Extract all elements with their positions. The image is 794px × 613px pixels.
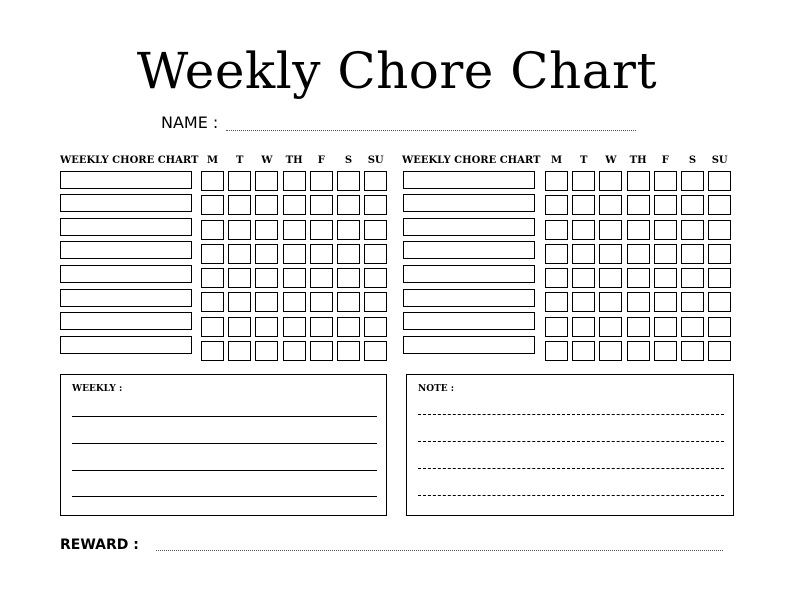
day-checkbox-left[interactable] [337,268,360,288]
day-header-right: S [688,155,697,166]
day-checkbox-left[interactable] [283,341,306,361]
note-line[interactable] [418,495,724,496]
weekly-line[interactable] [72,470,377,471]
note-line[interactable] [418,414,724,415]
day-checkbox-left[interactable] [255,317,278,337]
reward-label: REWARD : [60,537,139,553]
chore-input-right[interactable] [403,336,535,354]
day-checkbox-left[interactable] [255,195,278,215]
day-checkbox-left[interactable] [228,195,251,215]
day-checkbox-left[interactable] [364,195,387,215]
day-checkbox-left[interactable] [364,268,387,288]
day-checkbox-right[interactable] [708,317,731,337]
day-checkbox-right[interactable] [708,268,731,288]
day-header-left: SU [367,155,384,166]
day-checkbox-right[interactable] [654,195,677,215]
weekly-line[interactable] [72,496,377,497]
chore-input-left[interactable] [60,265,192,283]
day-header-right: W [605,155,617,166]
day-checkbox-left[interactable] [255,341,278,361]
day-checkbox-right[interactable] [599,195,622,215]
note-line[interactable] [418,468,724,469]
day-checkbox-left[interactable] [228,292,251,312]
day-checkbox-left[interactable] [337,220,360,240]
day-checkbox-right[interactable] [654,244,677,264]
day-checkbox-left[interactable] [310,268,333,288]
name-label: NAME : [161,113,219,132]
day-checkbox-right[interactable] [545,171,568,191]
chore-input-right[interactable] [403,265,535,283]
day-checkbox-left[interactable] [228,171,251,191]
chore-input-left[interactable] [60,241,192,259]
day-checkbox-right[interactable] [708,244,731,264]
chore-input-left[interactable] [60,171,192,189]
day-checkbox-left[interactable] [337,195,360,215]
day-checkbox-right[interactable] [599,341,622,361]
day-checkbox-right[interactable] [545,341,568,361]
day-checkbox-left[interactable] [364,317,387,337]
day-checkbox-right[interactable] [654,317,677,337]
day-checkbox-right[interactable] [572,317,595,337]
day-checkbox-right[interactable] [545,220,568,240]
day-header-right: F [661,155,669,166]
note-panel-label: NOTE : [418,384,455,394]
day-checkbox-left[interactable] [283,195,306,215]
day-checkbox-right[interactable] [572,341,595,361]
day-checkbox-left[interactable] [283,171,306,191]
day-checkbox-left[interactable] [337,171,360,191]
day-checkbox-left[interactable] [310,171,333,191]
page-title: Weekly Chore Chart [136,42,658,100]
day-checkbox-left[interactable] [201,292,224,312]
weekly-line[interactable] [72,443,377,444]
day-checkbox-left[interactable] [255,292,278,312]
day-checkbox-left[interactable] [201,220,224,240]
day-checkbox-right[interactable] [627,195,650,215]
day-checkbox-left[interactable] [201,195,224,215]
day-checkbox-left[interactable] [310,341,333,361]
day-header-right: TH [629,155,647,166]
day-checkbox-left[interactable] [364,292,387,312]
chore-input-right[interactable] [403,194,535,212]
day-header-left: F [317,155,325,166]
day-checkbox-right[interactable] [681,195,704,215]
day-checkbox-left[interactable] [228,268,251,288]
day-checkbox-right[interactable] [627,220,650,240]
day-checkbox-right[interactable] [681,220,704,240]
day-checkbox-right[interactable] [599,220,622,240]
day-checkbox-right[interactable] [681,171,704,191]
day-checkbox-left[interactable] [337,292,360,312]
chore-input-left[interactable] [60,289,192,307]
day-checkbox-right[interactable] [572,195,595,215]
day-header-left: M [206,155,219,166]
day-checkbox-right[interactable] [599,171,622,191]
day-checkbox-right[interactable] [545,268,568,288]
day-checkbox-right[interactable] [572,220,595,240]
day-checkbox-right[interactable] [708,292,731,312]
day-checkbox-right[interactable] [545,317,568,337]
chore-input-left[interactable] [60,194,192,212]
day-checkbox-right[interactable] [545,244,568,264]
chore-input-right[interactable] [403,289,535,307]
day-header-right: T [579,155,588,166]
day-checkbox-right[interactable] [654,341,677,361]
day-checkbox-right[interactable] [627,268,650,288]
chore-input-right[interactable] [403,218,535,236]
day-checkbox-left[interactable] [310,244,333,264]
day-checkbox-right[interactable] [627,341,650,361]
day-checkbox-left[interactable] [310,292,333,312]
day-checkbox-right[interactable] [599,292,622,312]
day-checkbox-right[interactable] [681,244,704,264]
day-header-left: T [235,155,244,166]
chart-header-left: WEEKLY CHORE CHART [60,155,199,166]
day-checkbox-right[interactable] [545,195,568,215]
reward-field[interactable] [156,550,723,551]
day-checkbox-right[interactable] [654,171,677,191]
day-checkbox-right[interactable] [627,171,650,191]
chart-header-right: WEEKLY CHORE CHART [402,155,541,166]
day-checkbox-right[interactable] [654,220,677,240]
weekly-panel [60,374,387,516]
day-header-right: M [550,155,563,166]
day-checkbox-right[interactable] [654,268,677,288]
day-checkbox-right[interactable] [572,292,595,312]
chore-input-left[interactable] [60,218,192,236]
weekly-line[interactable] [72,416,377,417]
day-header-left: TH [285,155,303,166]
day-checkbox-left[interactable] [228,220,251,240]
day-checkbox-left[interactable] [337,317,360,337]
day-checkbox-left[interactable] [364,341,387,361]
day-checkbox-right[interactable] [599,268,622,288]
day-checkbox-left[interactable] [201,268,224,288]
day-checkbox-right[interactable] [708,171,731,191]
day-checkbox-right[interactable] [654,292,677,312]
name-field[interactable] [226,130,636,131]
day-checkbox-left[interactable] [310,220,333,240]
day-checkbox-left[interactable] [283,220,306,240]
day-checkbox-right[interactable] [708,341,731,361]
day-checkbox-left[interactable] [283,292,306,312]
weekly-panel-label: WEEKLY : [72,384,123,394]
day-checkbox-left[interactable] [283,268,306,288]
day-checkbox-left[interactable] [364,220,387,240]
day-checkbox-right[interactable] [599,317,622,337]
day-checkbox-left[interactable] [283,244,306,264]
day-checkbox-left[interactable] [201,341,224,361]
chore-input-right[interactable] [403,312,535,330]
chore-input-right[interactable] [403,241,535,259]
day-checkbox-right[interactable] [627,317,650,337]
day-checkbox-right[interactable] [681,268,704,288]
day-checkbox-left[interactable] [255,244,278,264]
day-checkbox-right[interactable] [708,220,731,240]
day-checkbox-left[interactable] [201,171,224,191]
day-checkbox-right[interactable] [545,292,568,312]
day-checkbox-right[interactable] [681,341,704,361]
day-checkbox-left[interactable] [283,317,306,337]
day-checkbox-left[interactable] [255,268,278,288]
day-checkbox-right[interactable] [572,268,595,288]
day-header-left: S [344,155,353,166]
day-checkbox-left[interactable] [310,195,333,215]
day-checkbox-right[interactable] [572,171,595,191]
day-checkbox-left[interactable] [337,244,360,264]
day-checkbox-left[interactable] [255,220,278,240]
day-checkbox-right[interactable] [681,317,704,337]
day-checkbox-right[interactable] [708,195,731,215]
chore-input-left[interactable] [60,336,192,354]
day-checkbox-left[interactable] [228,317,251,337]
day-checkbox-left[interactable] [255,171,278,191]
day-checkbox-left[interactable] [228,341,251,361]
day-header-left: W [261,155,273,166]
day-checkbox-right[interactable] [599,244,622,264]
day-checkbox-left[interactable] [364,244,387,264]
day-checkbox-right[interactable] [681,292,704,312]
note-panel [406,374,734,516]
chore-input-right[interactable] [403,171,535,189]
day-checkbox-right[interactable] [627,244,650,264]
day-checkbox-right[interactable] [627,292,650,312]
day-checkbox-left[interactable] [364,171,387,191]
day-header-right: SU [711,155,728,166]
chore-input-left[interactable] [60,312,192,330]
day-checkbox-left[interactable] [228,244,251,264]
day-checkbox-right[interactable] [572,244,595,264]
day-checkbox-left[interactable] [201,317,224,337]
day-checkbox-left[interactable] [337,341,360,361]
day-checkbox-left[interactable] [201,244,224,264]
day-checkbox-left[interactable] [310,317,333,337]
note-line[interactable] [418,441,724,442]
